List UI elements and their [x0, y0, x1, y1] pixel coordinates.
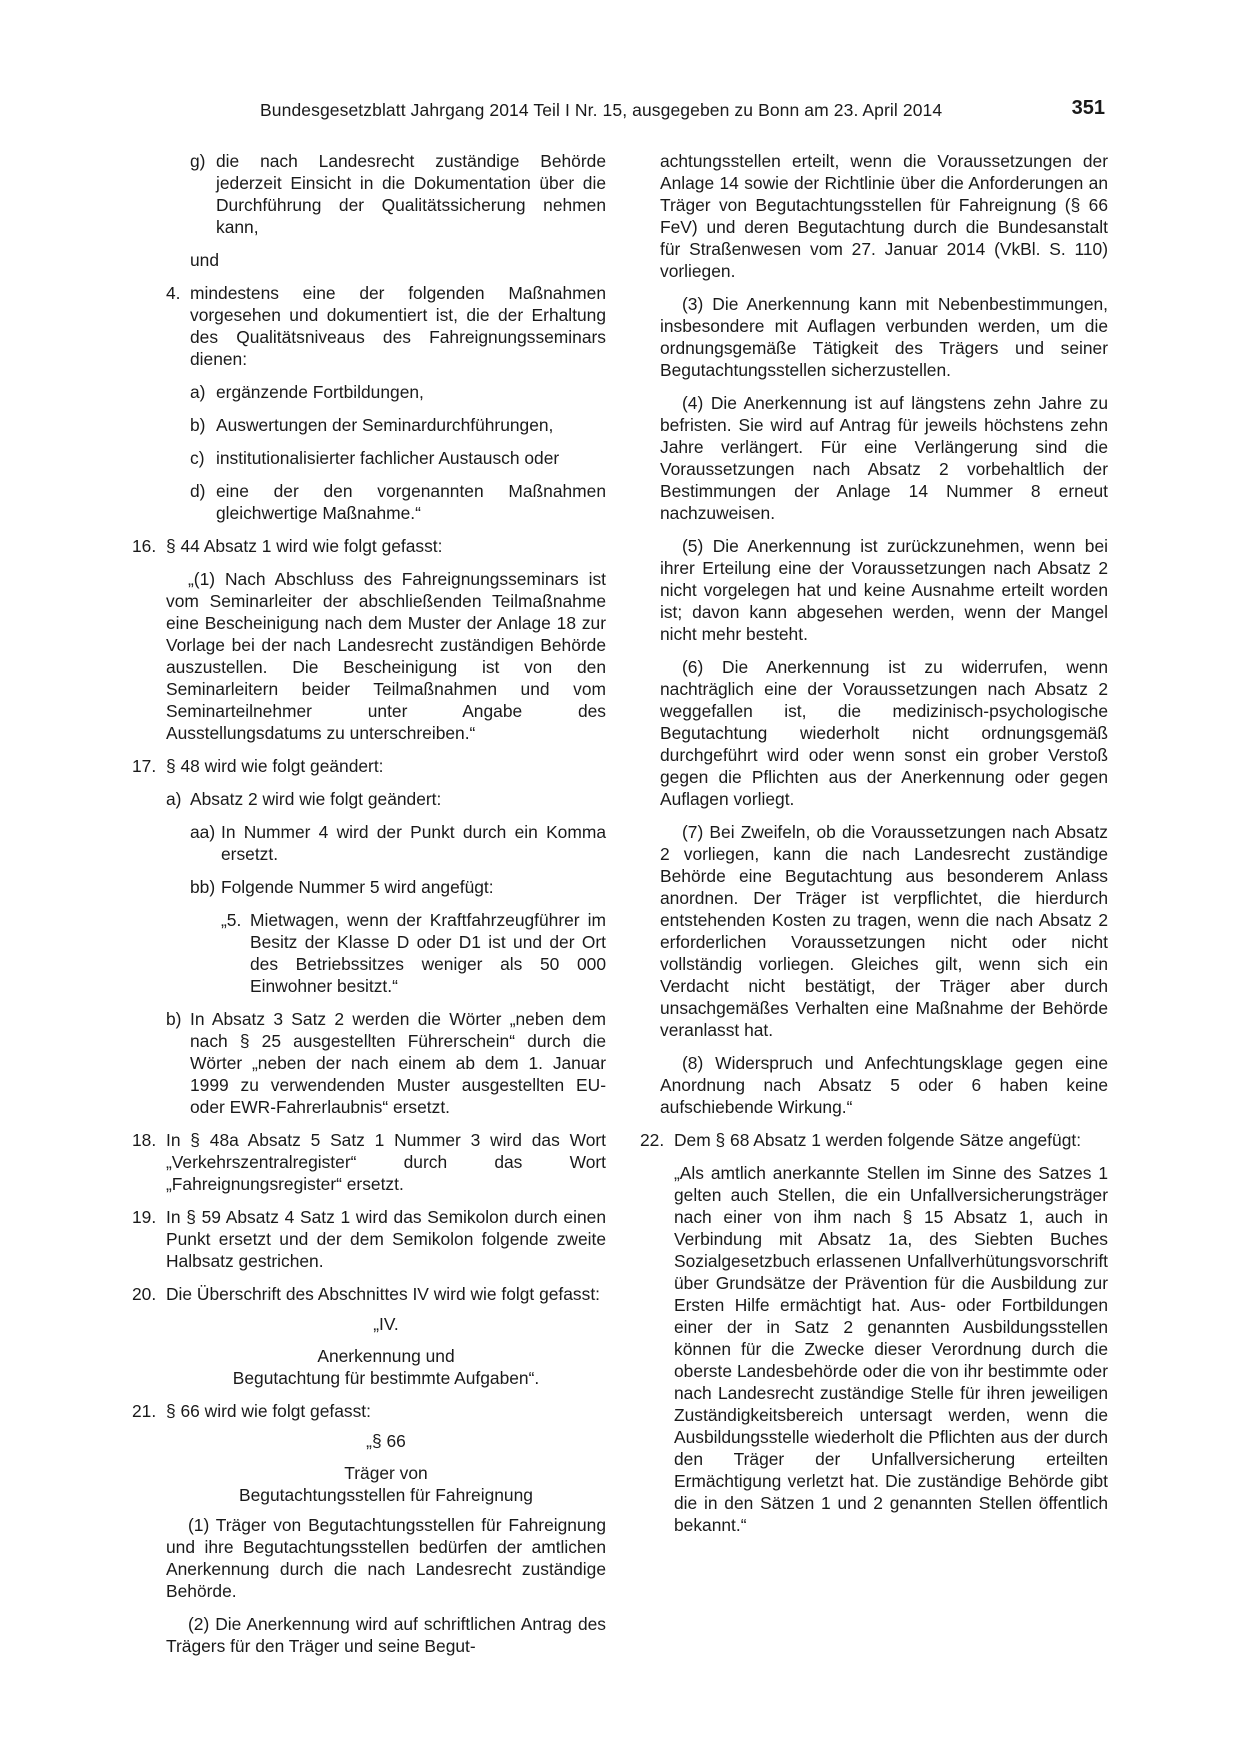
list-item-20: 20. Die Überschrift des Abschnittes IV wird wie folgt gefasst:	[132, 1284, 600, 1304]
section-heading-iv: „IV. Anerkennung und Begutachtung für bestimmte Aufgaben“.	[232, 1314, 540, 1388]
list-item-4: 4. mindestens eine der folgenden Maßnahmen vorgesehen und dokumentiert ist, die der Erhaltung des Qualitätsniveaus des Fahreignungsseminars dienen:	[166, 283, 606, 369]
list-item-bb: bb) Folgende Nummer 5 wird angefügt:	[190, 877, 494, 897]
list-item-b: b) Auswertungen der Seminardurchführungen,	[190, 415, 554, 435]
list-item-d: d) eine der den vorgenannten Maßnahmen gleichwertige Maßnahme.“	[190, 481, 606, 523]
page-header	[150, 97, 1105, 130]
list-item-17a: a) Absatz 2 wird wie folgt geändert:	[166, 789, 442, 809]
list-item-16: 16. § 44 Absatz 1 wird wie folgt gefasst:	[132, 536, 443, 556]
paragraph-66-1: (1) Träger von Begutachtungsstellen für Fahreignung und ihre Begutachtungsstellen bedürfen der amtlichen Anerkennung durch die nach Landesrecht zuständige Behörde.	[166, 1515, 606, 1601]
list-item-quote-5: „5. Mietwagen, wenn der Kraftfahrzeugführer im Besitz der Klasse D oder D1 ist und der Ort des Betriebssitzes weniger als 50 000 Einwohner besitzt.“	[221, 910, 606, 996]
section-heading-66: „§ 66 Träger von Begutachtungsstellen für Fahreignung	[239, 1431, 533, 1505]
left-column	[132, 150, 606, 1668]
gazette-title: Bundesgesetzblatt Jahrgang 2014 Teil I Nr. 15, ausgegeben zu Bonn am 23. April 2014	[260, 100, 943, 120]
paragraph-66-2-cont: achtungsstellen erteilt, wenn die Voraussetzungen der Anlage 14 sowie der Richtlinie über die Anforderungen an Träger von Begutachtungsstellen für Fahreignung (§ 66 FeV) und deren Begutachtung durch die Bundesanstalt für Straßenwesen vom 27. Januar 2014 (VkBl. S. 110) vorliegen.	[660, 151, 1108, 281]
list-item-c: c) institutionalisierter fachlicher Austausch oder	[190, 448, 560, 468]
conjunction-und: und	[190, 250, 220, 270]
list-item-21: 21. § 66 wird wie folgt gefasst:	[132, 1401, 371, 1421]
list-item-18: 18. In § 48a Absatz 5 Satz 1 Nummer 3 wird das Wort „Verkehrszentralregister“ durch das Wort „Fahreignungsregister“ ersetzt.	[132, 1130, 606, 1194]
paragraph-66-6: (6) Die Anerkennung ist zu widerrufen, wenn nachträglich eine der Voraussetzungen nach Absatz 2 weggefallen ist, die medizinisch-psychologische Begutachtung wiederholt nicht ordnungsgemäß durchgeführt wird oder wenn sonst ein grober Verstoß gegen die Pflichten aus der Anerkennung oder gegen Auflagen vorliegt.	[660, 657, 1108, 809]
quote-68: „Als amtlich anerkannte Stellen im Sinne des Satzes 1 gelten auch Stellen, die ein Unfallversicherungsträger nach einer von ihm nach § 15 Absatz 1, auch in Verbindung mit Absatz 1a, des Siebten Buches Sozialgesetzbuch erlassenen Unfallverhütungsvorschrift über Grundsätze der Prävention für die Ausbildung zur Ersten Hilfe ermächtigt hat. Aus- oder Fortbildungen einer der in Satz 2 genannten Ausbildungsstellen können für die Zwecke dieser Verordnung durch die oberste Landesbehörde oder die von ihr bestimmte oder nach Landesrecht zuständige Stelle für ihren jeweiligen Zuständigkeitsbereich untersagt werden, wenn die Ausbildungsstelle wiederholt die Pflichten aus der durch den Träger der Unfallversicherung erteilten Ermächtigung verletzt hat. Die zuständige Behörde gibt die in den Sätzen 1 und 2 genannten Stellen öffentlich bekannt.“	[674, 1163, 1108, 1535]
paragraph-66-7: (7) Bei Zweifeln, ob die Voraussetzungen nach Absatz 2 vorliegen, kann die nach Landesrecht zuständige Behörde eine Begutachtung aus besonderem Anlass anordnen. Der Träger ist verpflichtet, die hierdurch entstehenden Kosten zu tragen, wenn die nach Absatz 2 erforderlichen Voraussetzungen nicht oder nicht vollständig vorliegen. Gleiches gilt, wenn sich ein Verdacht nicht bestätigt, der Träger aber durch unsachgemäßes Verhalten eine Maßnahme der Behörde veranlasst hat.	[660, 822, 1108, 1040]
list-item-19: 19. In § 59 Absatz 4 Satz 1 wird das Semikolon durch einen Punkt ersetzt und der dem Semikolon folgende zweite Halbsatz gestrichen.	[132, 1207, 606, 1271]
list-item-g: g) die nach Landesrecht zuständige Behörde jederzeit Einsicht in die Dokumentation über die Durchführung der Qualitätssicherung nehmen kann,	[190, 151, 606, 237]
right-column	[640, 150, 1108, 1547]
paragraph-66-8: (8) Widerspruch und Anfechtungsklage gegen eine Anordnung nach Absatz 5 oder 6 haben keine aufschiebende Wirkung.“	[660, 1053, 1108, 1117]
quote-44: „(1) Nach Abschluss des Fahreignungsseminars ist vom Seminarleiter der abschließenden Teilmaßnahme eine Bescheinigung nach dem Muster der Anlage 18 zur Vorlage bei der nach Landesrecht zuständigen Behörde auszustellen. Die Bescheinigung ist von den Seminarleitern beider Teilmaßnahmen und vom Seminarteilnehmer unter Angabe des Ausstellungsdatums zu unterschreiben.“	[166, 569, 606, 743]
paragraph-66-5: (5) Die Anerkennung ist zurückzunehmen, wenn bei ihrer Erteilung eine der Voraussetzungen nach Absatz 2 nicht vorgelegen hat und keine Ausnahme erteilt worden ist; davon kann abgesehen werden, wenn der Mangel nicht mehr besteht.	[660, 536, 1108, 644]
list-item-a: a) ergänzende Fortbildungen,	[190, 382, 424, 402]
list-item-17: 17. § 48 wird wie folgt geändert:	[132, 756, 384, 776]
list-item-aa: aa) In Nummer 4 wird der Punkt durch ein Komma ersetzt.	[190, 822, 606, 864]
list-item-22: 22. Dem § 68 Absatz 1 werden folgende Sätze angefügt:	[640, 1130, 1082, 1150]
paragraph-66-3: (3) Die Anerkennung kann mit Nebenbestimmungen, insbesondere mit Auflagen verbunden werden, um die ordnungsgemäße Tätigkeit des Trägers und seiner Begutachtungsstellen sicherzustellen.	[660, 294, 1108, 380]
paragraph-66-2: (2) Die Anerkennung wird auf schriftlichen Antrag des Trägers für den Träger und seine Begut-	[166, 1614, 606, 1656]
page-number: 351	[1071, 97, 1105, 119]
list-item-17b: b) In Absatz 3 Satz 2 werden die Wörter „neben dem nach § 25 ausgestellten Führerschein“ durch die Wörter „neben der nach einem ab dem 1. Januar 1999 zu verwendenden Muster ausgestellten EU- oder EWR-Fahrerlaubnis“ ersetzt.	[166, 1009, 606, 1117]
paragraph-66-4: (4) Die Anerkennung ist auf längstens zehn Jahre zu befristen. Sie wird auf Antrag für jeweils höchstens zehn Jahre verlängert. Für eine Verlängerung sind die Voraussetzungen nach Absatz 2 vorbehaltlich der Bestimmungen der Anlage 14 Nummer 8 erneut nachzuweisen.	[660, 393, 1108, 523]
